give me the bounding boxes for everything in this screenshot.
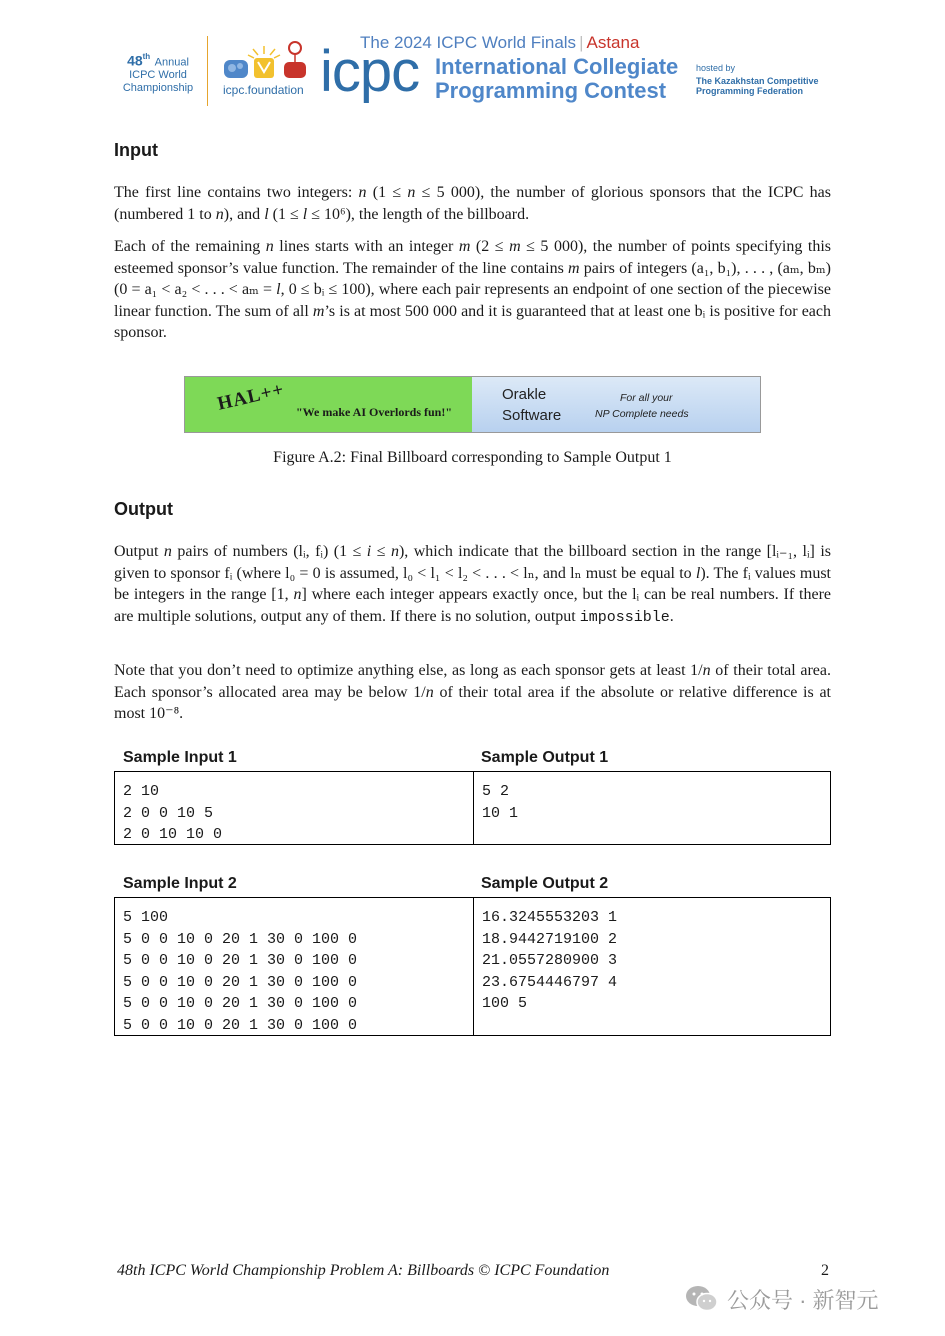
- host-line2: Programming Federation: [696, 86, 804, 96]
- icpc-name-line2: Programming Contest: [435, 78, 667, 103]
- input-heading: Input: [114, 140, 158, 160]
- watermark-text: 公众号 · 新智元: [727, 1287, 879, 1313]
- sample-output-1-title: Sample Output 1: [481, 749, 609, 766]
- annual-word: Annual: [154, 56, 189, 69]
- output-paragraph-2: Note that you don’t need to optimize anything else, as long as each sponsor gets at least 1/n of their total area. Each sponsor’s allocated area may be below 1/n of their total area if the absolute or relative difference is at most 10⁻⁸.: [114, 662, 832, 722]
- page-number: 2: [821, 1262, 829, 1279]
- orakle-name-line1: Orakle: [502, 386, 547, 403]
- page-header: [0, 0, 945, 115]
- sample-input-2-title: Sample Input 2: [123, 875, 237, 892]
- billboard-orakle-section: [472, 377, 760, 432]
- icpc-name-line1: International Collegiate: [435, 54, 679, 79]
- hosted-by-block: [696, 63, 819, 96]
- world-finals-line: The 2024 ICPC World Finals | Astana: [360, 33, 640, 52]
- sample-output-1: [473, 772, 830, 844]
- icpc-full-name: [435, 55, 678, 103]
- sample-line: 2 0 0 10 5: [123, 804, 214, 822]
- input-paragraph-2: Each of the remaining n lines starts with an integer m (2 ≤ m ≤ 5 000), the number of points specifying this esteemed sponsor’s value function. The remainder of the line contains m pairs of integers (a₁, b₁), . . . , (aₘ, bₘ) (0 = a₁ < a₂ < . . . < aₘ = l, 0 ≤ bᵢ ≤ 100), where each pair represents an endpoint of one section of the piecewise linear function. The sum of all m’s is at most 500 000 and it is guaranteed that at least one bᵢ is positive for each sponsor.: [114, 238, 832, 341]
- sample-1-box: [114, 771, 831, 845]
- annual-line3: Championship: [122, 82, 194, 95]
- orakle-name-line2: Software: [502, 407, 562, 424]
- sample-line: 2 0 10 10 0: [123, 826, 223, 843]
- hosted-by-label: hosted by: [696, 63, 736, 73]
- orakle-name: [502, 384, 561, 426]
- orakle-tagline-line1: For all your: [620, 392, 673, 404]
- hal-logo-text: HAL++: [215, 379, 287, 415]
- world-finals-city: Astana: [586, 33, 640, 52]
- sample-line: 16.3245553203 1: [482, 909, 618, 926]
- annual-championship-label: [118, 50, 198, 95]
- sample-input-2: [115, 898, 473, 1035]
- sample-line: 18.9442719100 2: [482, 930, 618, 948]
- output-heading: Output: [114, 499, 173, 519]
- sample-line: 5 0 0 10 0 20 1 30 0 100 0: [123, 973, 358, 991]
- annual-sup: th: [142, 52, 151, 61]
- foundation-link[interactable]: icpc.foundation: [223, 83, 304, 97]
- sample-line: 5 0 0 10 0 20 1 30 0 100 0: [123, 995, 358, 1012]
- billboard-figure: [184, 376, 761, 433]
- sample-line: 5 100: [123, 909, 169, 926]
- annual-number: 48: [127, 52, 143, 69]
- sample-line: 100 5: [482, 995, 528, 1012]
- header-divider: [207, 36, 208, 106]
- sample-line: 5 2: [482, 783, 510, 800]
- page-footer: 48th ICPC World Championship Problem A: Billboards © ICPC Foundation: [117, 1262, 610, 1279]
- impossible-code: impossible: [579, 608, 670, 626]
- input-paragraph-1: The first line contains two integers: n (1 ≤ n ≤ 5 000), the number of glorious sponsors that the ICPC has (numbered 1 to n), and l (1 ≤ l ≤ 10⁶), the length of the billboard.: [114, 184, 832, 223]
- sample-output-2-title: Sample Output 2: [481, 875, 609, 892]
- sample-line: 5 0 0 10 0 20 1 30 0 100 0: [123, 1016, 358, 1034]
- icpc-logo-text: icpc: [320, 39, 420, 104]
- wechat-icon: [685, 1285, 719, 1313]
- sample-output-2: [473, 898, 830, 1035]
- annual-line2: ICPC World: [129, 69, 187, 82]
- output-paragraph-1: Output n pairs of numbers (lᵢ, fᵢ) (1 ≤ i ≤ n), which indicate that the billboard section in the range [lᵢ₋₁, lᵢ] is given to sponsor fᵢ (where l₀ = 0 is assumed, l₀ < l₁ < l₂ < . . . < lₙ, and lₙ must be equal to l). The fᵢ values must be integers in the range [1, n] where each integer appears exactly once, but the lᵢ can be real numbers. If there are multiple solutions, output any of them. If there is no solution, output impossible.: [114, 543, 832, 626]
- sample-input-1-title: Sample Input 1: [123, 749, 237, 766]
- orakle-tagline-line2: NP Complete needs: [595, 408, 689, 420]
- host-line1: The Kazakhstan Competitive: [696, 76, 819, 86]
- sample-line: 2 10: [123, 783, 160, 800]
- sample-line: 5 0 0 10 0 20 1 30 0 100 0: [123, 930, 358, 948]
- sample-line: 23.6754446797 4: [482, 973, 618, 991]
- world-finals-title: The 2024 ICPC World Finals: [360, 33, 577, 52]
- billboard-hal-section: [185, 377, 472, 432]
- sample-line: 5 0 0 10 0 20 1 30 0 100 0: [123, 952, 358, 969]
- sample-line: 21.0557280900 3: [482, 952, 618, 969]
- hal-tagline: "We make AI Overlords fun!": [296, 405, 452, 419]
- orakle-tagline: [595, 390, 689, 422]
- sample-line: 10 1: [482, 804, 519, 822]
- sample-2-box: [114, 897, 831, 1036]
- sample-input-1: [115, 772, 473, 844]
- wechat-watermark: [685, 1284, 879, 1314]
- figure-caption: Figure A.2: Final Billboard corresponding to Sample Output 1: [273, 449, 672, 466]
